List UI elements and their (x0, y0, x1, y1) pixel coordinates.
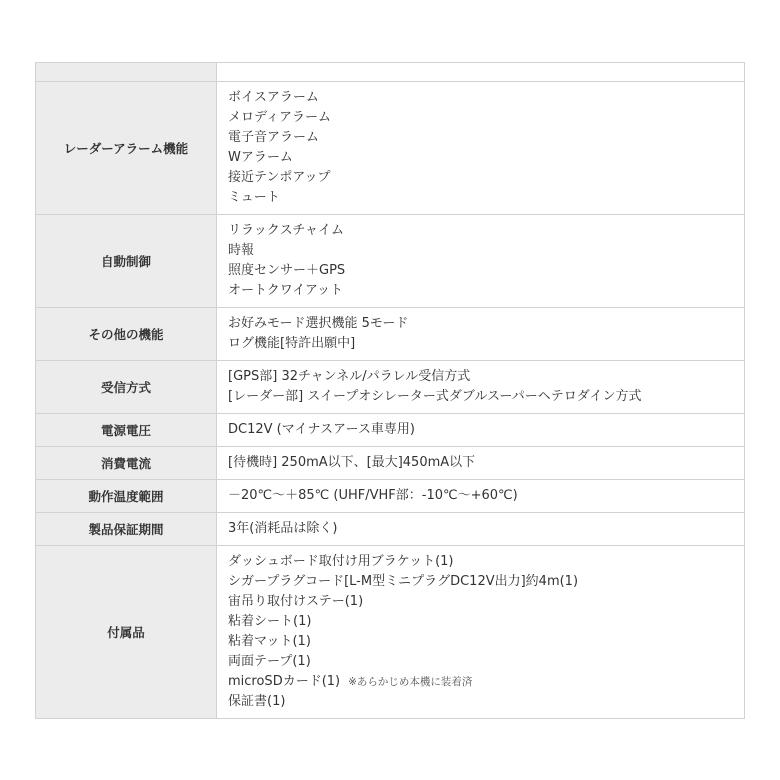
spec-value-line: [レーダー部] スイープオシレーター式ダブルスーパーヘテロダイン方式 (228, 389, 642, 404)
table-row-top-stub (36, 63, 745, 82)
spec-value-line: ミュート (228, 190, 280, 205)
spec-header: レーダーアラーム機能 (36, 82, 217, 215)
spec-header: 付属品 (36, 546, 217, 719)
spec-row-power-voltage (36, 414, 745, 447)
spec-value-line: 粘着シート(1) (228, 614, 312, 629)
spec-header: その他の機能 (36, 308, 217, 361)
spec-header: 受信方式 (36, 361, 217, 414)
spec-value-line: ダッシュボード取付け用ブラケット(1) (228, 554, 454, 569)
spec-value-line: シガープラグコード[L-M型ミニプラグDC12V出力]約4m(1) (228, 574, 579, 589)
spec-value-line: 電子音アラーム (228, 130, 320, 145)
spec-header: 動作温度範囲 (36, 480, 217, 513)
spec-value-cell (217, 82, 745, 215)
spec-row-temperature (36, 480, 745, 513)
spec-row-warranty (36, 513, 745, 546)
microsd-note: ※あらかじめ本機に装着済 (348, 676, 473, 688)
spec-value-line: オートクワイアット (228, 283, 344, 298)
spec-value-cell (217, 308, 745, 361)
spec-row-accessories (36, 546, 745, 719)
microsd-label: microSDカード(1) (228, 674, 341, 689)
spec-value-line: ボイスアラーム (228, 90, 319, 105)
spec-value-cell (217, 447, 745, 480)
spec-value-cell (217, 215, 745, 308)
spec-header-cell-stub (36, 63, 217, 82)
spec-row-auto-control (36, 215, 745, 308)
spec-row-reception (36, 361, 745, 414)
spec-value-line: 3年(消耗品は除く) (228, 521, 338, 536)
spec-row-radar-alarm (36, 82, 745, 215)
spec-value-cell (217, 414, 745, 447)
spec-value-cell (217, 361, 745, 414)
spec-value-line-microsd (228, 672, 734, 692)
spec-value-line: －20℃～＋85℃ (UHF/VHF部：-10℃～+60℃) (228, 488, 518, 503)
spec-value-cell (217, 480, 745, 513)
spec-value-line: メロディアラーム (228, 110, 331, 125)
spec-value-line: お好みモード選択機能 5モード (228, 316, 409, 331)
spec-value-line: [待機時] 250mA以下、[最大]450mA以下 (228, 455, 476, 470)
spec-value-cell (217, 546, 745, 719)
spec-value-line: リラックスチャイム (228, 223, 344, 238)
spec-value-line: ログ機能[特許出願中] (228, 336, 356, 351)
spec-value-line: [GPS部] 32チャンネル/パラレル受信方式 (228, 369, 471, 384)
spec-value-line: 照度センサー＋GPS (228, 263, 346, 278)
spec-row-other-functions (36, 308, 745, 361)
spec-value-cell (217, 513, 745, 546)
spec-value-line: 宙吊り取付けステー(1) (228, 594, 364, 609)
spec-row-current (36, 447, 745, 480)
spec-value-line: 粘着マット(1) (228, 634, 311, 649)
spec-table (35, 62, 745, 719)
spec-value-line: 両面テープ(1) (228, 654, 311, 669)
spec-value-line: 接近テンポアップ (228, 170, 331, 185)
spec-value-line: 時報 (228, 243, 255, 258)
spec-value-line: DC12V (マイナスアース車専用) (228, 422, 415, 437)
spec-header: 消費電流 (36, 447, 217, 480)
spec-header: 電源電圧 (36, 414, 217, 447)
spec-value-cell-stub (217, 63, 745, 82)
spec-value-line: Wアラーム (228, 150, 293, 165)
spec-value-line: 保証書(1) (228, 694, 286, 709)
spec-header: 製品保証期間 (36, 513, 217, 546)
spec-header: 自動制御 (36, 215, 217, 308)
